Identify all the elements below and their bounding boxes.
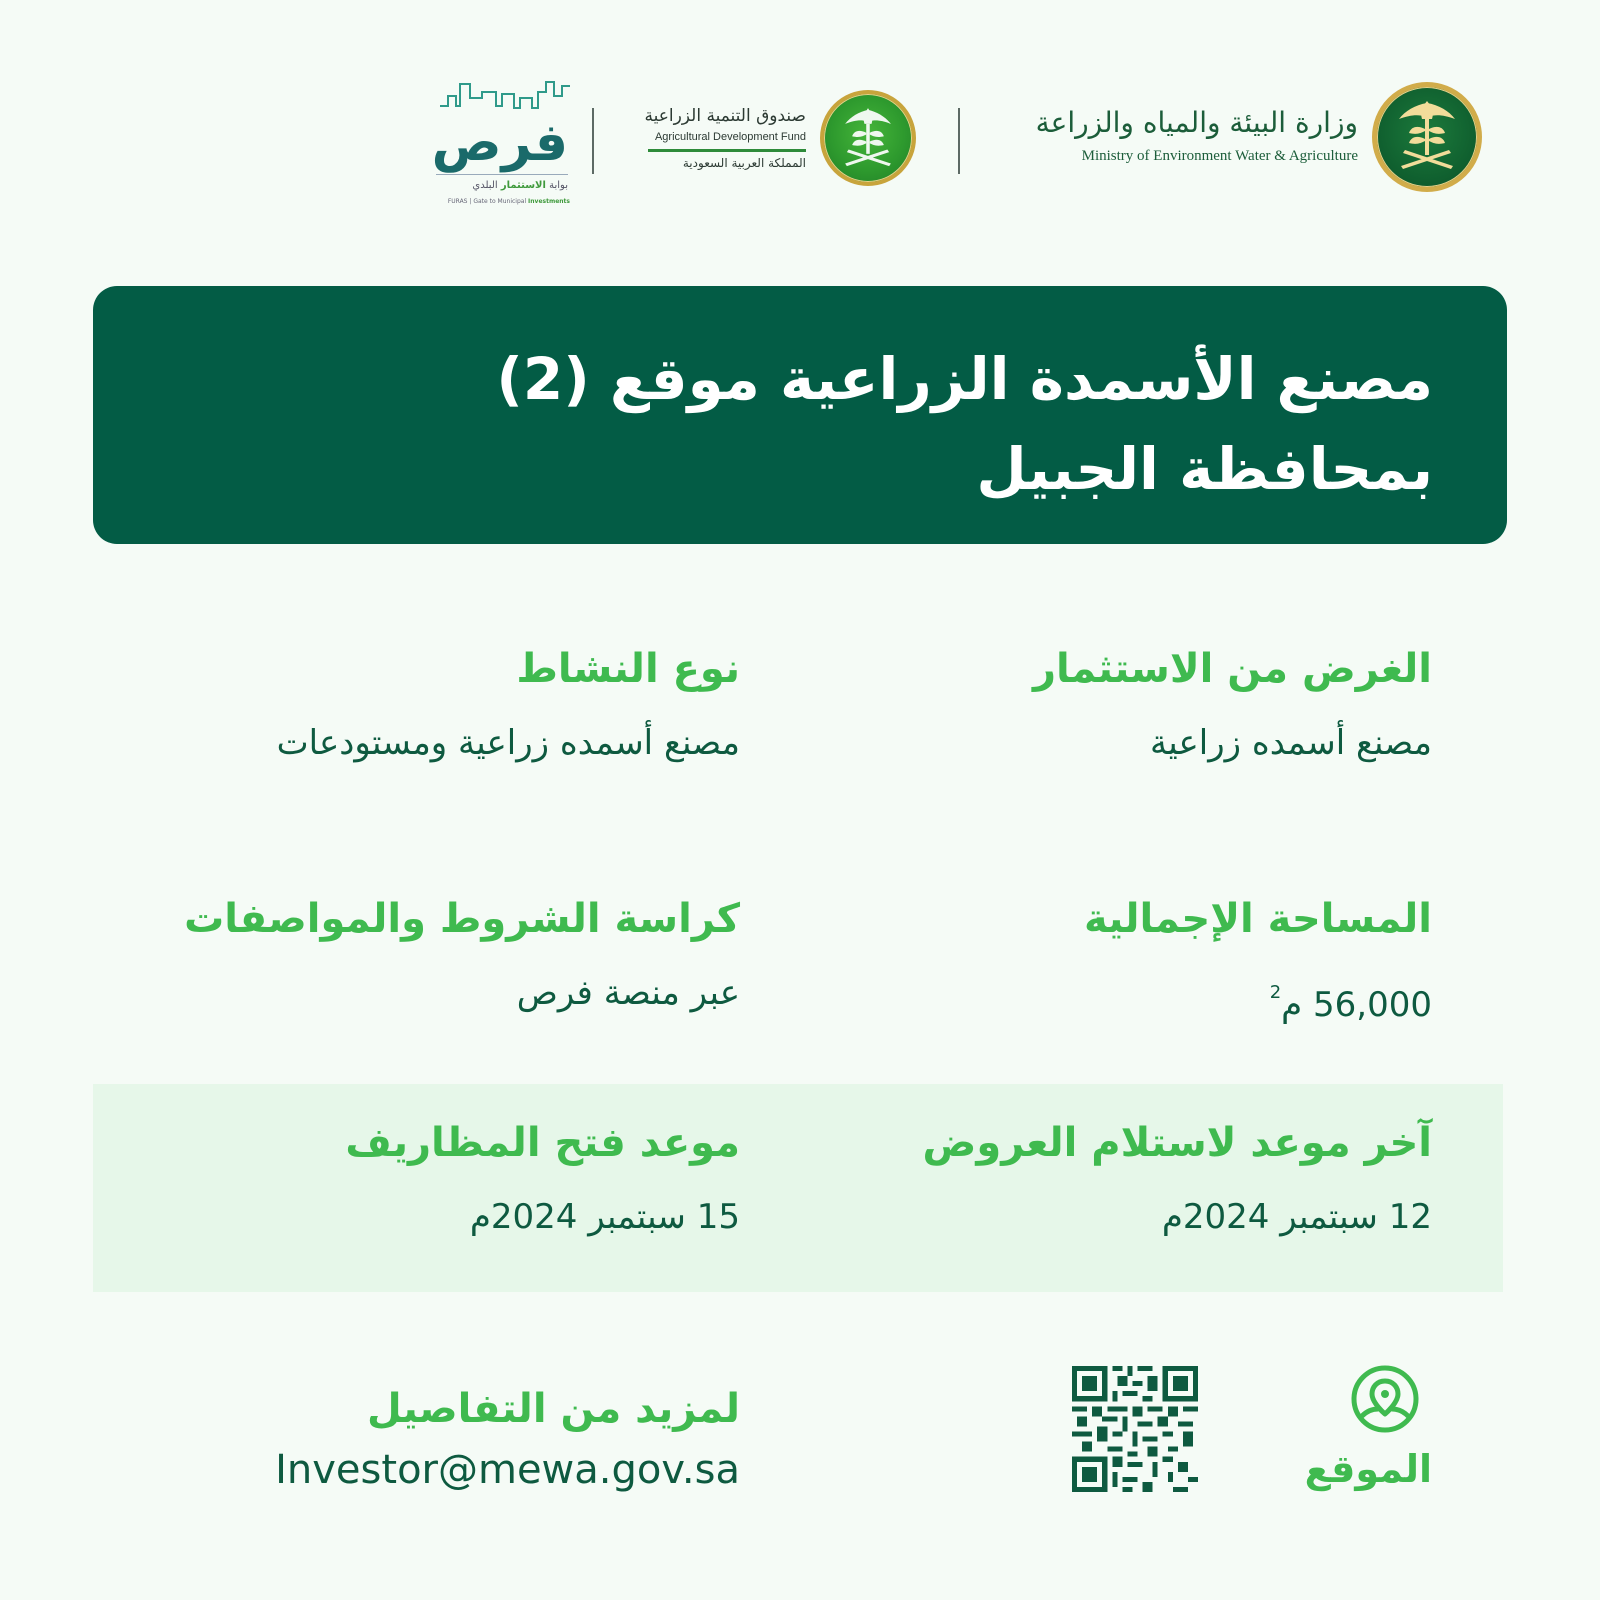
qr-code-icon[interactable] [1072,1366,1198,1492]
field-label: نوع النشاط [516,646,740,692]
adf-rule [648,149,806,152]
map-pin-icon [1350,1364,1420,1434]
email-link[interactable]: Investor@mewa.gov.sa [275,1447,740,1493]
field-value: مصنع أسمده زراعية ومستودعات [276,723,740,763]
furas-logo [430,78,580,213]
logo-divider [592,108,594,174]
skyline-icon [440,78,570,118]
adf-name-en: Agricultural Development Fund [654,131,806,143]
field-value [1084,968,1432,1030]
field-envelope-opening [345,1116,740,1242]
title-card [93,286,1507,544]
title-line-2: بمحافظة الجبيل [976,435,1433,503]
field-label: المساحة الإجمالية [1083,896,1432,942]
adf-country: المملكة العربية السعودية [682,156,806,170]
field-activity-type [277,642,740,768]
furas-tagline-en: FURAS | Gate to Municipal Investments [447,198,570,205]
furas-divider [436,174,568,175]
field-label: الغرض من الاستثمار [1033,646,1432,692]
field-label: موعد فتح المظاريف [345,1120,740,1166]
adf-name-ar: صندوق التنمية الزراعية [644,106,806,126]
field-terms-booklet [184,892,740,1018]
mewa-name-ar: وزارة البيئة والمياه والزراعة [1035,106,1358,139]
furas-tagline-ar: بوابة الاستثمار البلدي [472,180,568,191]
location-label: الموقع [1304,1447,1432,1491]
field-value: مصنع أسمده زراعية [1150,723,1432,763]
field-label: آخر موعد لاستلام العروض [922,1120,1432,1166]
field-value: 15 سبتمبر 2024م [469,1197,740,1237]
field-value: 12 سبتمبر 2024م [1161,1197,1432,1237]
adf-logo [616,86,916,196]
furas-wordmark: فرص [431,113,568,173]
logo-divider [958,108,960,174]
more-info [275,1382,740,1496]
palm-swords-emblem-icon [1372,82,1482,192]
mewa-logo [992,80,1482,200]
more-info-label: لمزيد من التفاصيل [366,1386,740,1432]
field-label: كراسة الشروط والمواصفات [184,896,740,942]
title-line-1: مصنع الأسمدة الزراعية موقع (2) [496,345,1433,413]
area-unit-superscript: 2 [1269,982,1282,1003]
logos-header [420,70,1480,220]
field-value: عبر منصة فرص [516,973,740,1013]
mewa-name-en: Ministry of Environment Water & Agriculture [1081,148,1358,164]
palm-swords-emblem-icon [820,90,916,186]
field-total-area [1084,892,1432,1030]
field-submission-deadline [923,1116,1432,1242]
location-link[interactable] [1272,1364,1432,1491]
area-value: 56,000 م [1281,985,1432,1025]
field-investment-purpose [1033,642,1432,768]
